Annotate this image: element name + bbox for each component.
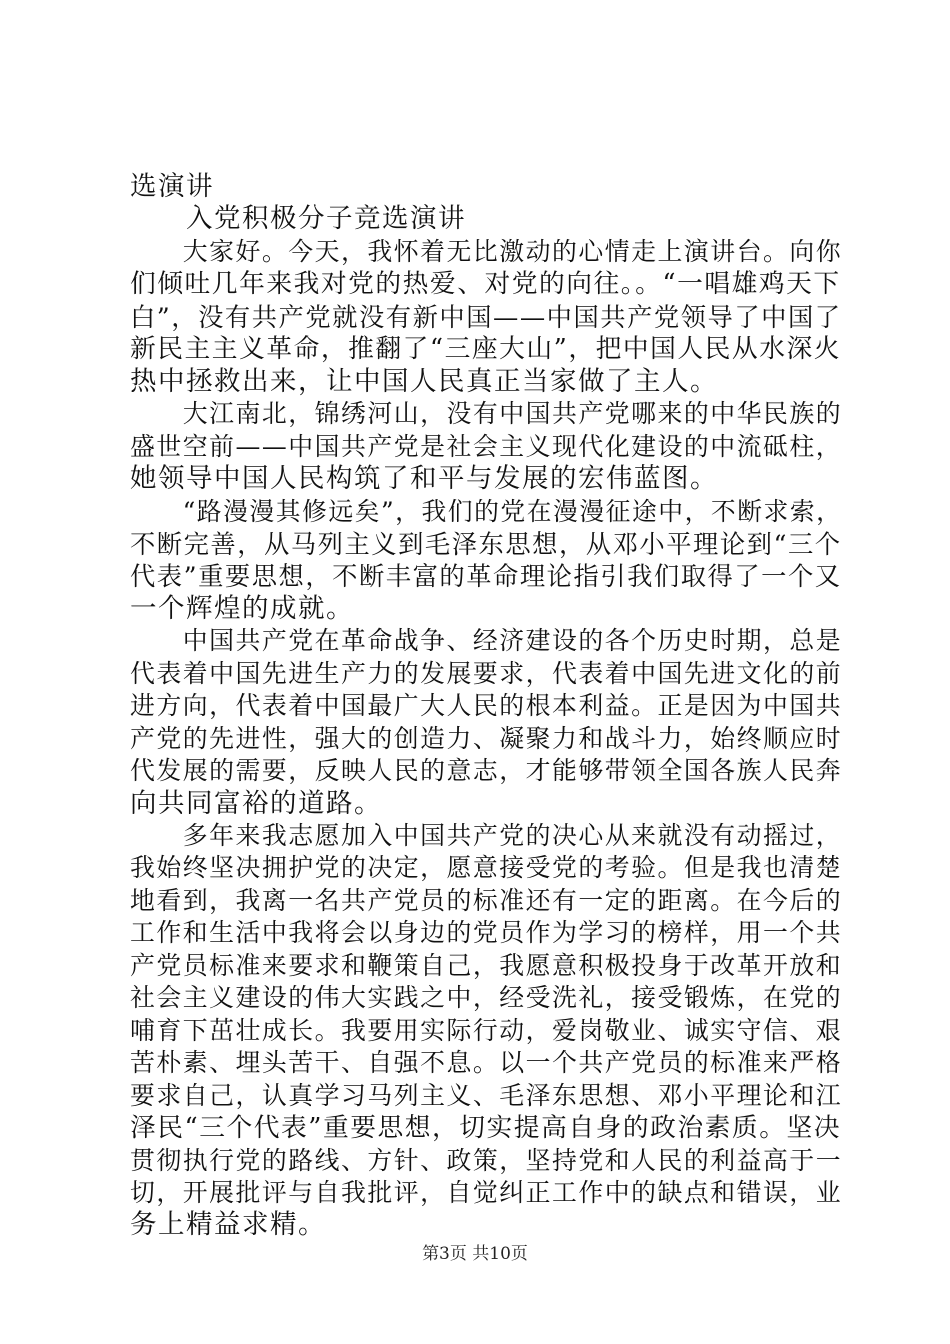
text-line: 大江南北，锦绣河山，没有中国共产党哪来的中华民族的 <box>130 399 843 429</box>
text-line: 热中拯救出来，让中国人民真正当家做了主人。 <box>130 365 718 397</box>
text-line: 新民主主义革命，推翻了“三座大山”，把中国人民从水深火 <box>130 334 841 365</box>
text-line: 选演讲 <box>130 171 214 202</box>
text-line: 白”，没有共产党就没有新中国——中国共产党领导了中国了 <box>130 301 842 332</box>
text-line: 中国共产党在革命战争、经济建设的各个历史时期，总是 <box>130 626 843 656</box>
text-line: 要求自己，认真学习马列主义、毛泽东思想、邓小平理论和江 <box>130 1080 843 1110</box>
text-line: 社会主义建设的伟大实践之中，经受洗礼，接受锻炼，在党的 <box>130 983 843 1013</box>
text-line: 切，开展批评与自我批评，自觉纠正工作中的缺点和错误，业 <box>130 1177 843 1207</box>
text-line: 产党的先进性，强大的创造力、凝聚力和战斗力，始终顺应时 <box>130 723 843 753</box>
text-line: 哺育下茁壮成长。我要用实际行动，爱岗敬业、诚实守信、艰 <box>130 1015 843 1045</box>
text-line: 泽民“三个代表”重要思想，切实提高自身的政治素质。坚决 <box>130 1113 841 1144</box>
text-line: 她领导中国人民构筑了和平与发展的宏伟蓝图。 <box>130 463 718 495</box>
text-line: 一个辉煌的成就。 <box>130 592 354 624</box>
text-line: 大家好。今天，我怀着无比激动的心情走上演讲台。向你 <box>130 236 843 266</box>
text-line: 多年来我志愿加入中国共产党的决心从来就没有动摇过， <box>130 821 843 850</box>
text-line: 我始终坚决拥护党的决定，愿意接受党的考验。但是我也清楚 <box>130 853 843 883</box>
text-line: 苦朴素、埋头苦干、自强不息。以一个共产党员的标准来严格 <box>130 1048 843 1078</box>
text-line: 进方向，代表着中国最广大人民的根本利益。正是因为中国共 <box>130 691 843 721</box>
text-line: 盛世空前——中国共产党是社会主义现代化建设的中流砥柱， <box>130 431 843 461</box>
text-line: 入党积极分子竞选演讲 <box>130 203 466 235</box>
text-line: 不断完善，从马列主义到毛泽东思想，从邓小平理论到“三个 <box>130 528 842 559</box>
text-line: 工作和生活中我将会以身边的党员作为学习的榜样，用一个共 <box>130 918 843 948</box>
text-line: 们倾吐几年来我对党的热爱、对党的向往。。“一唱雄鸡天下 <box>130 269 841 300</box>
text-line: 代表”重要思想，不断丰富的革命理论指引我们取得了一个又 <box>130 561 842 592</box>
text-line: 代发展的需要，反映人民的意志，才能够带领全国各族人民奔 <box>130 756 843 786</box>
text-line: “路漫漫其修远矣”，我们的党在漫漫征途中，不断求索， <box>130 496 843 526</box>
text-line: 代表着中国先进生产力的发展要求，代表着中国先进文化的前 <box>130 658 843 688</box>
text-line: 向共同富裕的道路。 <box>130 787 382 819</box>
text-line: 务上精益求精。 <box>130 1209 326 1241</box>
text-line: 贯彻执行党的路线、方针、政策，坚持党和人民的利益高于一 <box>130 1145 843 1175</box>
text-line: 地看到，我离一名共产党员的标准还有一定的距离。在今后的 <box>130 885 843 915</box>
page-footer: 第3页 共10页 <box>422 1244 528 1264</box>
text-line: 产党员标准来要求和鞭策自己，我愿意积极投身于改革开放和 <box>130 950 843 980</box>
